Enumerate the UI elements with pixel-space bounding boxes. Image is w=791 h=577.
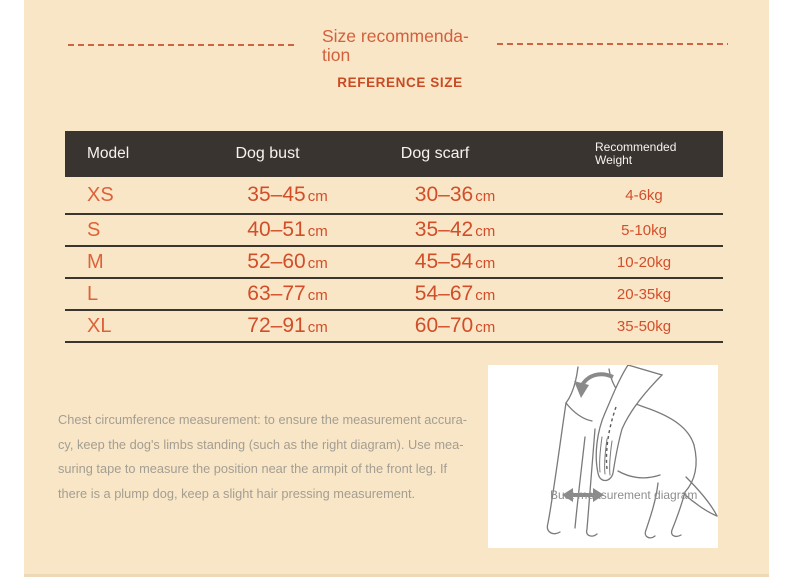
weight-value: 4-6kg (625, 186, 663, 204)
note-line: there is a plump dog, keep a slight hair pressing measurement. (58, 485, 416, 501)
scarf-value: 45–54 cm (414, 250, 496, 273)
model-value: L (87, 282, 99, 305)
unit-label: cm (475, 255, 496, 272)
header-recommended-weight (565, 141, 723, 167)
unit-label: cm (475, 287, 496, 304)
note-line: suring tape to measure the position near the armpit of the front leg. If (58, 461, 448, 476)
page-title-line1: Size recommenda- (322, 26, 469, 46)
model-value: S (87, 218, 101, 241)
weight-value: 5-10kg (621, 221, 667, 239)
header-dog-scarf: Dog scarf (400, 145, 470, 162)
table-row (65, 279, 723, 311)
table-row (65, 311, 723, 343)
model-value: XS (87, 183, 114, 206)
table-row (65, 247, 723, 279)
table-row (65, 215, 723, 247)
header-model: Model (87, 145, 130, 162)
unit-label: cm (307, 319, 328, 336)
unit-label: cm (475, 223, 496, 240)
header-weight-line2: Weight (595, 153, 633, 167)
size-chart-panel (24, 0, 769, 577)
unit-label: cm (307, 188, 328, 205)
unit-label: cm (307, 287, 328, 304)
scarf-value: 30–36 cm (414, 183, 496, 206)
unit-label: cm (475, 319, 496, 336)
bust-value: 40–51 cm (247, 218, 328, 241)
size-reference-table (65, 131, 723, 343)
page-subtitle: REFERENCE SIZE (337, 75, 463, 90)
bust-value: 35–45 cm (247, 183, 328, 206)
weight-value: 10-20kg (616, 253, 672, 271)
bust-measurement-diagram (488, 365, 718, 548)
unit-label: cm (307, 223, 328, 240)
bust-value: 63–77 cm (247, 282, 328, 305)
page-title (322, 27, 492, 65)
diagram-caption: Bust measurement diagram (550, 488, 698, 502)
right-dashed-divider (497, 43, 728, 45)
header-dog-bust: Dog bust (235, 145, 300, 162)
model-value: M (87, 250, 104, 273)
table-row (65, 177, 723, 215)
table-header-row (65, 131, 723, 177)
unit-label: cm (307, 255, 328, 272)
page-title-line2: tion (322, 45, 351, 65)
unit-label: cm (475, 188, 496, 205)
measurement-note (58, 408, 478, 506)
weight-value: 20-35kg (616, 285, 672, 303)
scarf-value: 35–42 cm (414, 218, 496, 241)
weight-value: 35-50kg (616, 317, 672, 335)
left-dashed-divider (68, 44, 296, 46)
dog-measurement-illustration (488, 365, 718, 548)
scarf-value: 54–67 cm (414, 282, 496, 305)
bust-value: 72–91 cm (247, 314, 328, 337)
note-line: Chest circumference measurement: to ensure the measurement accura- (58, 412, 467, 427)
scarf-value: 60–70 cm (414, 314, 496, 337)
note-line: cy, keep the dog's limbs standing (such as the right diagram). Use mea- (58, 436, 464, 452)
model-value: XL (87, 314, 112, 337)
bust-value: 52–60 cm (247, 250, 328, 273)
header-weight-line1: Recommended (595, 140, 677, 154)
